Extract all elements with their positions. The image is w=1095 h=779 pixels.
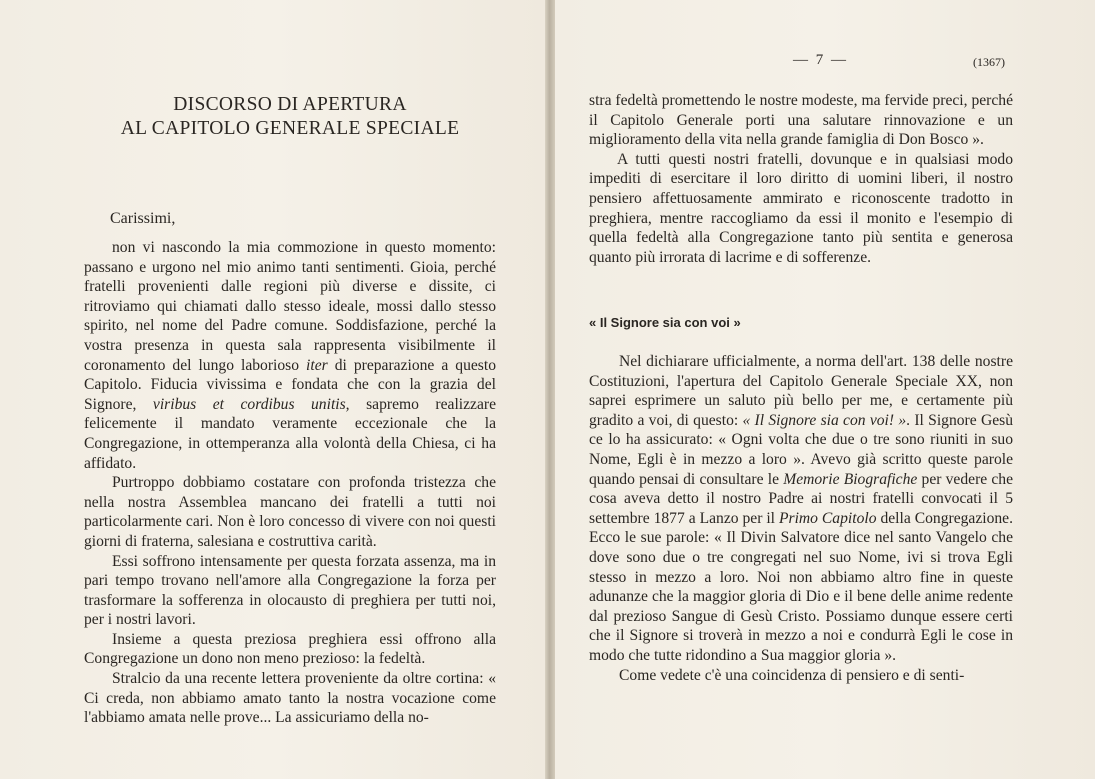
- italic-text: Primo Capitolo: [778, 509, 877, 527]
- page-title: [40, 93, 540, 141]
- text-run: di preparazione a questo Capitolo. Fiducia vivissima e fondata che con la grazia del Signore,: [84, 356, 497, 413]
- page-code: (1367): [973, 55, 1005, 69]
- text-run: Nel dichiarare ufficialmente, a norma dell'art. 138 delle nostre Costituzioni, l'apertura del Capitolo Generale Speciale XX, non saprei esprimere un saluto più bello per me, e certamente più gradito a voi, di questo:: [589, 353, 1013, 429]
- right-page: [555, 0, 1095, 779]
- text-run: non vi nascondo la mia commozione in questo momento: passano e urgono nel mio animo tanti sentimenti. Gioia, perché fratelli provenienti dalle regioni più diverse e dissite, ci ritroviamo qui chiamati dallo stesso ideale, mossi dallo stesso spirito, nel nome del Padre comune. Soddisfazione, perché la vostra presenza in questa sala rappresenta visibilmente il coronamento del lungo laborioso: [84, 239, 496, 374]
- paragraph: [84, 238, 496, 473]
- italic-text: iter: [306, 356, 328, 374]
- italic-text: « Il Signore sia con voi! »: [742, 411, 907, 429]
- paragraph: [589, 91, 1013, 150]
- paragraph: [84, 630, 496, 669]
- paragraph: [84, 552, 496, 630]
- book-gutter: [545, 0, 555, 779]
- paragraph: [589, 352, 1013, 666]
- text-run: Stralcio da una recente lettera proveniente da oltre cortina: « Ci creda, non abbiamo amato tanto la nostra vocazione come l'abbiamo amata nelle prove... La assicuriamo della no-: [84, 670, 496, 727]
- paragraph: [84, 669, 496, 728]
- right-body-text-bottom: [589, 352, 1013, 685]
- paragraph: [84, 473, 496, 551]
- text-run: della Congregazione. Ecco le sue parole: « Il Divin Salvatore dice nel santo Vangelo che dove sono due o tre congregati nel suo Nome, ivi si trova Egli stesso in mezzo a loro. Noi non abbiamo altro fine in queste adunanze che la maggior gloria di Dio e il bene delle anime redente dal prezioso Sangue di Gesù Cristo. Possiamo dunque essere certi che il Signore si troverà in mezzo a noi e condurrà Egli le cose in modo che tutte ridondino a Sua maggior gloria ».: [589, 509, 1013, 664]
- italic-text: Memorie Biografiche: [783, 470, 918, 488]
- text-run: Purtroppo dobbiamo costatare con profonda tristezza che nella nostra Assemblea mancano dei fratelli a tutti noi particolarmente cari. Non è loro concesso di vivere con noi questi giorni di fraterna, salesiana e costruttiva carità.: [84, 474, 496, 550]
- paragraph: [589, 150, 1013, 268]
- text-run: Come vedete c'è una coincidenza di pensiero e di senti-: [619, 666, 965, 684]
- text-run: per vedere che cosa aveva detto il nostro Padre ai nostri fratelli convocati il 5 settembre 1877 a Lanzo per il: [589, 470, 1014, 527]
- left-body-text: [84, 238, 496, 728]
- page-number: — 7 —: [793, 52, 848, 68]
- text-run: . Il Signore Gesù ce lo ha assicurato: « Ogni volta che due o tre sono riuniti in suo Nome, Egli è in mezzo a loro ». Avevo già scritto queste parole quando pensai di consultare le: [589, 411, 1013, 488]
- text-run: Essi soffrono intensamente per questa forzata assenza, ma in pari tempo trovano nell'amore alla Congregazione la forza per trasformare la sofferenza in olocausto di preghiera per tutti noi, per i nostri lavori.: [84, 552, 496, 629]
- text-run: sapremo realizzare felicemente il mandato veramente eccezionale che la Congregazione, in ottemperanza alla volontà della Chiesa, ci ha affidato.: [84, 395, 496, 472]
- text-run: stra fedeltà promettendo le nostre modeste, ma fervide preci, perché il Capitolo Generale porti una salutare rinnovazione e un miglioramento della vita nella grande famiglia di Don Bosco ».: [589, 92, 1013, 149]
- paragraph: [589, 666, 1013, 686]
- title-line-1: DISCORSO DI APERTURA: [173, 94, 407, 115]
- section-heading: « Il Signore sia con voi »: [589, 315, 741, 330]
- left-page: [0, 0, 545, 779]
- italic-text: viribus et cordibus unitis,: [152, 395, 350, 413]
- text-run: A tutti questi nostri fratelli, dovunque e in qualsiasi modo impediti di esercitare il loro diritto di uomini liberi, il nostro pensiero affettuosamente ammirato e riconoscente tradotto in preghiera, mentre raccogliamo da essi il monito e l'esempio di quella fedeltà alla Congregazione tanto più sentita e generosa quanto più irrorata di lacrime e di sofferenze.: [589, 150, 1013, 266]
- salutation: Carissimi,: [110, 210, 176, 227]
- right-body-text-top: [589, 91, 1013, 267]
- text-run: Insieme a questa preziosa preghiera essi offrono alla Congregazione un dono non meno prezioso: la fedeltà.: [84, 630, 496, 668]
- title-line-2: AL CAPITOLO GENERALE SPECIALE: [120, 118, 460, 139]
